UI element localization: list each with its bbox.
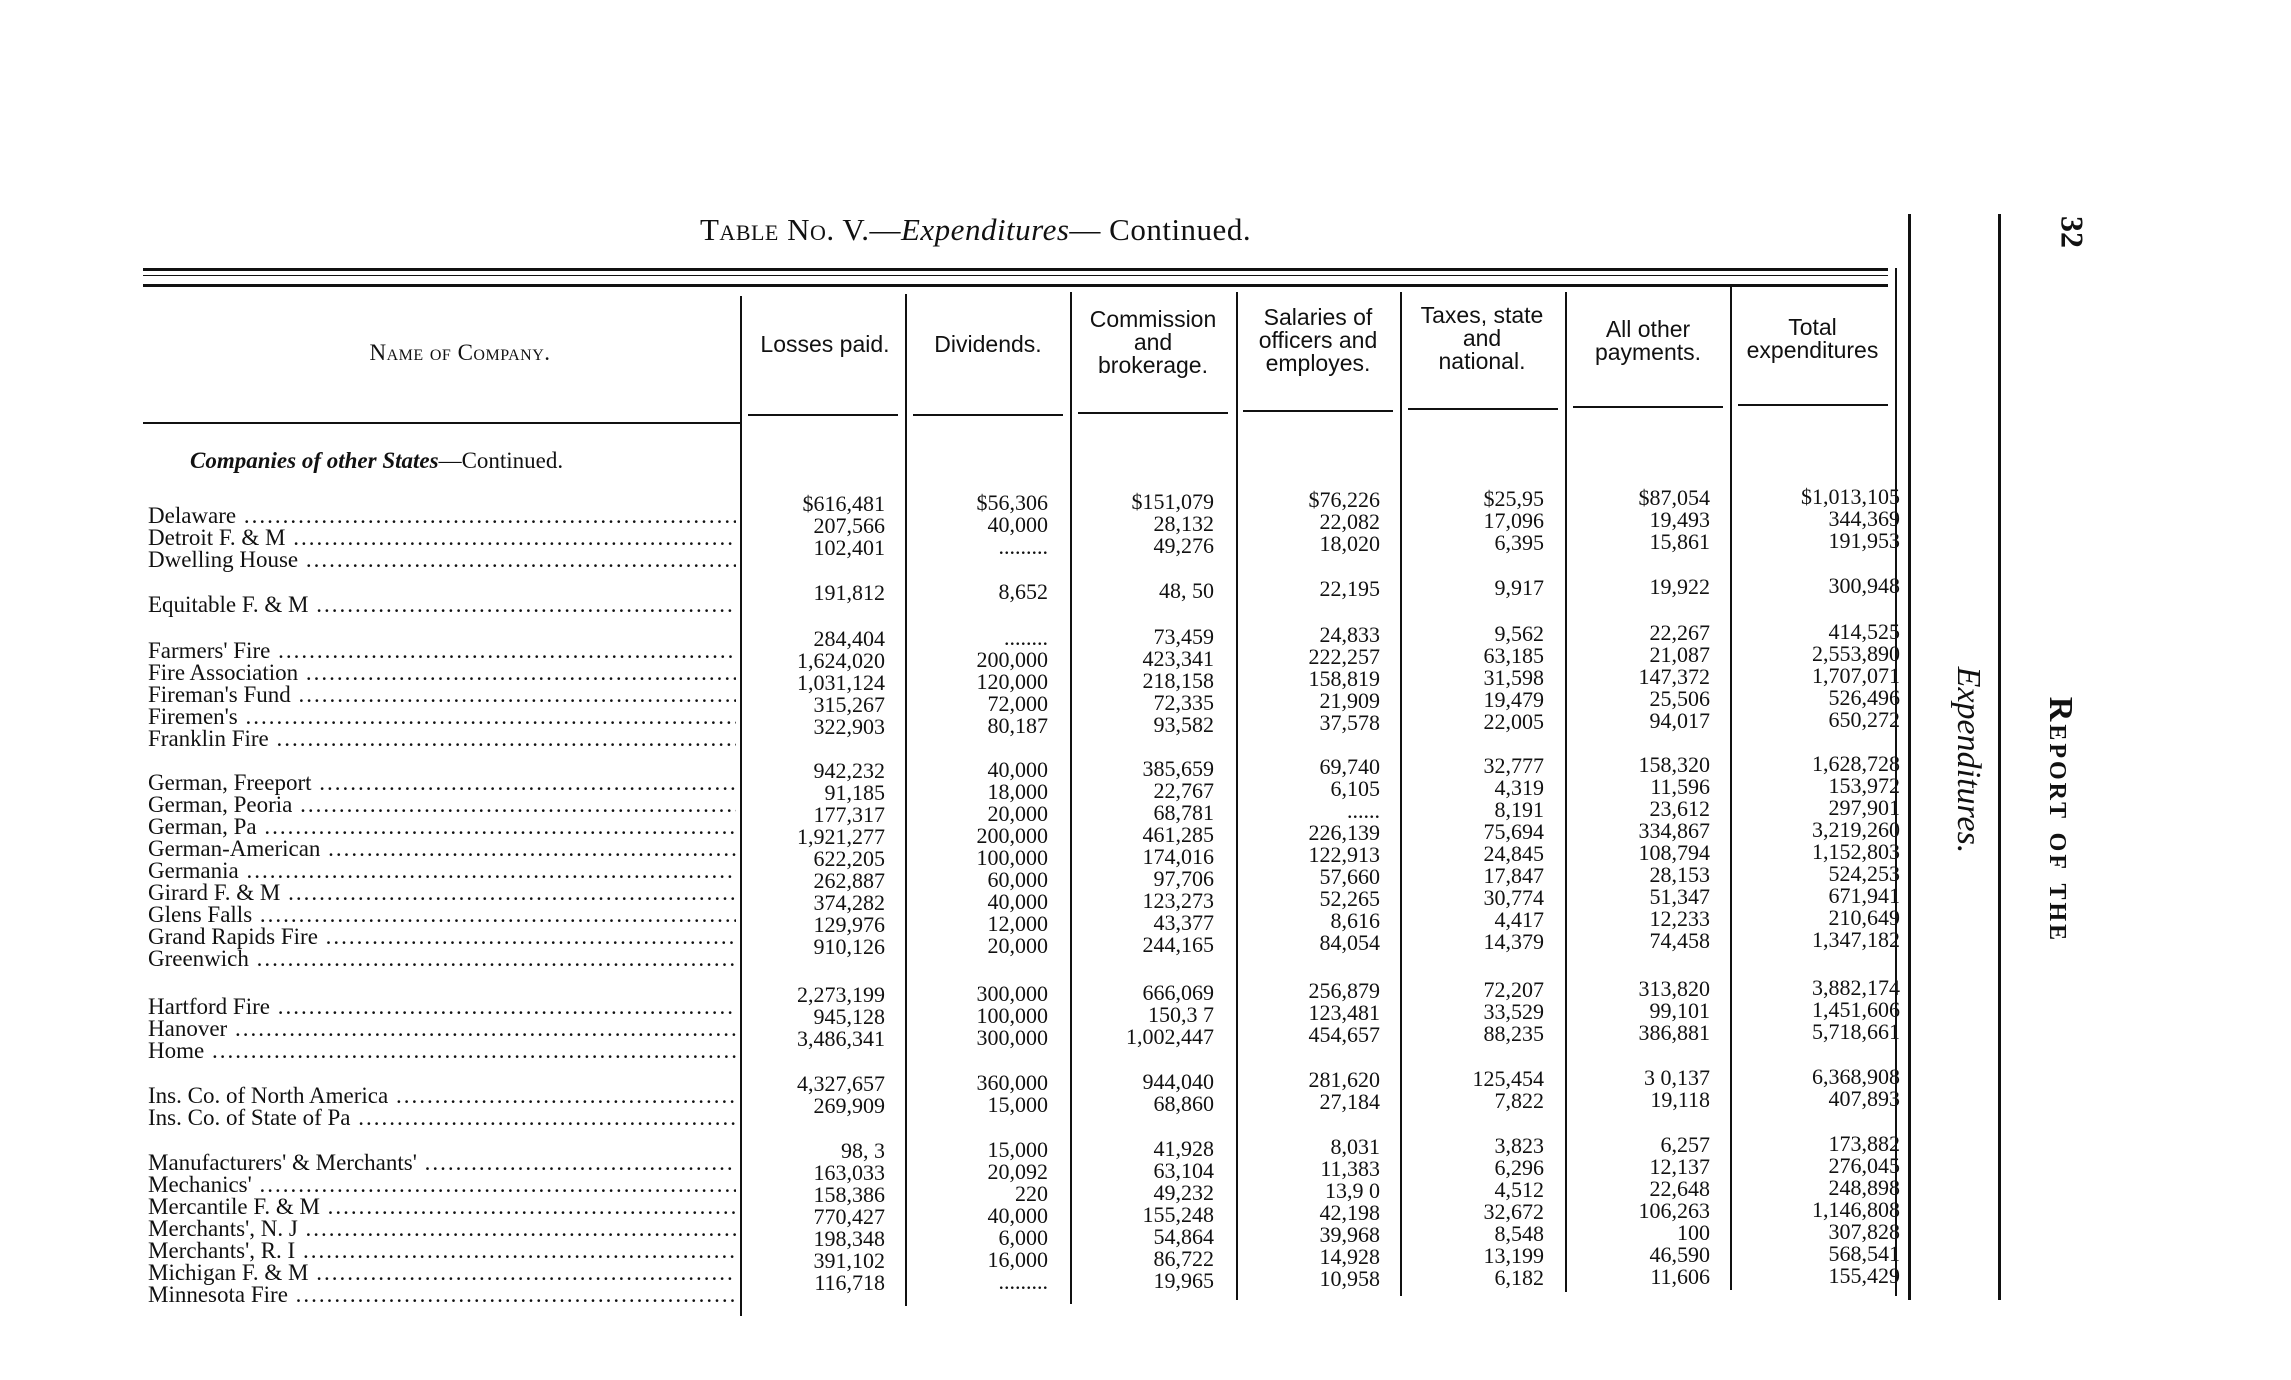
cell-total: 276,045 [1828, 1153, 1900, 1178]
section-heading-italic: Companies of other States [190, 448, 439, 473]
cell-taxes: 4,417 [1494, 907, 1544, 932]
cell-taxes: 8,548 [1494, 1221, 1544, 1246]
title-prefix: Table No. V.— [700, 212, 901, 247]
cell-dividends: ........ [1004, 625, 1048, 650]
cell-dividends: 20,000 [987, 801, 1048, 826]
cell-total: 153,972 [1828, 773, 1900, 798]
cell-losses: 4,327,657 [797, 1071, 885, 1096]
cell-other: 15,861 [1649, 529, 1710, 554]
cell-commission: 68,781 [1153, 800, 1214, 825]
cell-commission: 68,860 [1153, 1091, 1214, 1116]
cell-losses: 391,102 [813, 1248, 885, 1273]
cell-commission: 72,335 [1153, 690, 1214, 715]
cell-taxes: 17,847 [1483, 863, 1544, 888]
cell-other: 22,267 [1649, 620, 1710, 645]
cell-other: 25,506 [1649, 686, 1710, 711]
cell-dividends: 100,000 [976, 1003, 1048, 1028]
cell-dividends: 40,000 [987, 757, 1048, 782]
cell-total: 155,429 [1828, 1263, 1900, 1288]
cell-total: 5,718,661 [1812, 1019, 1900, 1044]
cell-other: 108,794 [1638, 840, 1710, 865]
cell-losses: 191,812 [813, 580, 885, 605]
header-salaries-line-2: officers and [1258, 327, 1378, 353]
cell-commission: 19,965 [1153, 1268, 1214, 1293]
cell-total: 526,496 [1828, 685, 1900, 710]
section-heading [190, 448, 563, 474]
cell-commission: 48, 50 [1159, 578, 1214, 603]
company-name: Merchants', R. I ..... [148, 1238, 736, 1264]
cell-taxes: 31,598 [1483, 665, 1544, 690]
cell-taxes: 13,199 [1483, 1243, 1544, 1268]
cell-taxes: 22,005 [1483, 709, 1544, 734]
header-salaries [1238, 306, 1398, 375]
cell-taxes: 33,529 [1483, 999, 1544, 1024]
cell-taxes: 7,822 [1494, 1088, 1544, 1113]
cell-other: 11,606 [1650, 1264, 1710, 1289]
cell-total: 210,649 [1828, 905, 1900, 930]
cell-commission: 63,104 [1153, 1158, 1214, 1183]
cell-salaries: 122,913 [1308, 842, 1380, 867]
cell-dividends: 8,652 [998, 579, 1048, 604]
cell-dividends: 40,000 [987, 512, 1048, 537]
cell-losses: 129,976 [813, 912, 885, 937]
cell-taxes: 17,096 [1483, 508, 1544, 533]
cell-salaries: 42,198 [1319, 1200, 1380, 1225]
cell-losses: 284,404 [813, 626, 885, 651]
cell-salaries: 27,184 [1319, 1089, 1380, 1114]
cell-commission: 73,459 [1153, 624, 1214, 649]
cell-dividends: 16,000 [987, 1247, 1048, 1272]
cell-taxes: 88,235 [1483, 1021, 1544, 1046]
cell-total: 524,253 [1828, 861, 1900, 886]
company-name: Hartford Fire ..... [148, 994, 736, 1020]
cell-other: 386,881 [1638, 1020, 1710, 1045]
cell-losses: 262,887 [813, 868, 885, 893]
cell-other: 11,596 [1650, 774, 1710, 799]
company-name: German-American ..... [148, 836, 736, 862]
company-name: Merchants', N. J ..... [148, 1216, 736, 1242]
company-name: Manufacturers' & Merchants' ..... [148, 1150, 736, 1176]
cell-salaries: 13,9 0 [1325, 1178, 1380, 1203]
cell-commission: 43,377 [1153, 910, 1214, 935]
cell-commission: 385,659 [1142, 756, 1214, 781]
cell-losses: 945,128 [813, 1004, 885, 1029]
cell-taxes: 9,917 [1494, 575, 1544, 600]
company-name: Grand Rapids Fire ..... [148, 924, 736, 950]
cell-losses: 622,205 [813, 846, 885, 871]
company-name: Minnesota Fire ..... [148, 1282, 736, 1308]
cell-salaries: 454,657 [1308, 1022, 1380, 1047]
cell-other: 94,017 [1649, 708, 1710, 733]
cell-dividends: 220 [1015, 1181, 1048, 1206]
cell-losses: 374,282 [813, 890, 885, 915]
header-rule-taxes [1408, 408, 1558, 410]
cell-taxes: 24,845 [1483, 841, 1544, 866]
cell-other: 19,118 [1650, 1087, 1710, 1112]
cell-total: $1,013,105 [1801, 484, 1900, 509]
cell-dividends: $56,306 [976, 490, 1048, 515]
cell-salaries: 8,616 [1330, 908, 1380, 933]
cell-total: 1,451,606 [1812, 997, 1900, 1022]
cell-losses: 1,921,277 [797, 824, 885, 849]
header-taxes [1402, 304, 1562, 373]
cell-salaries: 22,195 [1319, 576, 1380, 601]
cell-taxes: 4,512 [1494, 1177, 1544, 1202]
company-name: Girard F. & M ..... [148, 880, 736, 906]
cell-dividends: 60,000 [987, 867, 1048, 892]
cell-other: 74,458 [1649, 928, 1710, 953]
company-name: Firemen's ..... [148, 704, 736, 730]
cell-total: 1,146,808 [1812, 1197, 1900, 1222]
cell-salaries: 24,833 [1319, 622, 1380, 647]
header-total [1730, 316, 1895, 362]
header-commission-line-2: and [1133, 329, 1173, 355]
cell-other: 23,612 [1649, 796, 1710, 821]
cell-dividends: ......... [998, 1269, 1048, 1294]
header-salaries-line-3: employes. [1265, 350, 1371, 376]
cell-taxes: 8,191 [1494, 797, 1544, 822]
cell-other: 12,137 [1649, 1154, 1710, 1179]
cell-salaries: 8,031 [1330, 1134, 1380, 1159]
cell-salaries: 84,054 [1319, 930, 1380, 955]
cell-salaries: 57,660 [1319, 864, 1380, 889]
cell-losses: 3,486,341 [797, 1026, 885, 1051]
cell-other: 21,087 [1649, 642, 1710, 667]
cell-losses: $616,481 [802, 491, 885, 516]
company-name: German, Peoria ..... [148, 792, 736, 818]
cell-salaries: 158,819 [1308, 666, 1380, 691]
cell-commission: 93,582 [1153, 712, 1214, 737]
cell-dividends: 100,000 [976, 845, 1048, 870]
cell-salaries: 123,481 [1308, 1000, 1380, 1025]
cell-other: $87,054 [1638, 485, 1710, 510]
cell-losses: 91,185 [824, 780, 885, 805]
cell-other: 6,257 [1660, 1132, 1710, 1157]
header-all-other [1568, 318, 1728, 364]
cell-commission: 944,040 [1142, 1069, 1214, 1094]
cell-total: 300,948 [1828, 573, 1900, 598]
header-all-other-line-2: payments. [1594, 339, 1702, 365]
cell-other: 51,347 [1649, 884, 1710, 909]
cell-salaries: 6,105 [1330, 776, 1380, 801]
cell-total: 1,628,728 [1812, 751, 1900, 776]
cell-losses: 163,033 [813, 1160, 885, 1185]
cell-salaries: 18,020 [1319, 531, 1380, 556]
header-dividends: Dividends. [934, 331, 1042, 357]
cell-dividends: 200,000 [976, 823, 1048, 848]
cell-total: 1,707,071 [1812, 663, 1900, 688]
company-name: Mechanics' ..... [148, 1172, 736, 1198]
cell-other: 158,320 [1638, 752, 1710, 777]
cell-dividends: 40,000 [987, 1203, 1048, 1228]
cell-other: 12,233 [1649, 906, 1710, 931]
cell-dividends: 300,000 [976, 981, 1048, 1006]
cell-commission: 666,069 [1142, 980, 1214, 1005]
cell-commission: 1,002,447 [1126, 1024, 1214, 1049]
cell-total: 3,219,260 [1812, 817, 1900, 842]
company-name: Mercantile F. & M ..... [148, 1194, 736, 1220]
cell-losses: 158,386 [813, 1182, 885, 1207]
cell-losses: 116,718 [814, 1270, 885, 1295]
header-rule-commission [1078, 412, 1228, 414]
cell-taxes: 6,296 [1494, 1155, 1544, 1180]
cell-commission: 49,276 [1153, 533, 1214, 558]
cell-commission: 49,232 [1153, 1180, 1214, 1205]
section-heading-rest: —Continued. [438, 448, 564, 473]
cell-dividends: ......... [998, 534, 1048, 559]
cell-dividends: 6,000 [998, 1225, 1048, 1250]
title-suffix: — Continued. [1069, 212, 1252, 247]
cell-losses: 770,427 [813, 1204, 885, 1229]
cell-salaries: 14,928 [1319, 1244, 1380, 1269]
company-name: Farmers' Fire ..... [148, 638, 736, 664]
cell-losses: 942,232 [813, 758, 885, 783]
cell-commission: 174,016 [1142, 844, 1214, 869]
header-total-line-2: expenditures [1746, 337, 1879, 363]
title-italic: Expenditures [900, 212, 1070, 247]
cell-total: 344,369 [1828, 506, 1900, 531]
header-taxes-line-1: Taxes, state [1420, 302, 1544, 328]
cell-losses: 269,909 [813, 1093, 885, 1118]
cell-dividends: 360,000 [976, 1070, 1048, 1095]
header-commission [1073, 308, 1233, 377]
cell-losses: 1,624,020 [797, 648, 885, 673]
cell-dividends: 200,000 [976, 647, 1048, 672]
cell-commission: 28,132 [1153, 511, 1214, 536]
cell-taxes: 4,319 [1494, 775, 1544, 800]
cell-taxes: 72,207 [1483, 977, 1544, 1002]
company-name: German, Freeport ..... [148, 770, 736, 796]
side-running-head: Report of the [2042, 696, 2079, 944]
cell-salaries: 222,257 [1308, 644, 1380, 669]
cell-other: 313,820 [1638, 976, 1710, 1001]
cell-total: 407,893 [1828, 1086, 1900, 1111]
cell-total: 671,941 [1828, 883, 1900, 908]
header-rule-total [1738, 404, 1888, 406]
cell-other: 19,493 [1649, 507, 1710, 532]
company-name: Ins. Co. of North America ..... [148, 1083, 736, 1109]
cell-other: 19,922 [1649, 574, 1710, 599]
cell-commission: 123,273 [1142, 888, 1214, 913]
cell-commission: 218,158 [1142, 668, 1214, 693]
cell-salaries: 39,968 [1319, 1222, 1380, 1247]
cell-dividends: 40,000 [987, 889, 1048, 914]
cell-dividends: 18,000 [987, 779, 1048, 804]
cell-salaries: $76,226 [1308, 487, 1380, 512]
cell-taxes: 75,694 [1483, 819, 1544, 844]
cell-commission: 461,285 [1142, 822, 1214, 847]
cell-losses: 207,566 [813, 513, 885, 538]
cell-salaries: 52,265 [1319, 886, 1380, 911]
cell-taxes: $25,95 [1483, 486, 1544, 511]
cell-salaries: 256,879 [1308, 978, 1380, 1003]
cell-other: 106,263 [1638, 1198, 1710, 1223]
cell-total: 414,525 [1828, 619, 1900, 644]
cell-total: 650,272 [1828, 707, 1900, 732]
company-name: Franklin Fire ..... [148, 726, 736, 752]
cell-total: 568,541 [1828, 1241, 1900, 1266]
header-rule-other [1573, 406, 1723, 408]
cell-total: 173,882 [1828, 1131, 1900, 1156]
cell-taxes: 6,182 [1494, 1265, 1544, 1290]
cell-commission: 423,341 [1142, 646, 1214, 671]
cell-commission: 155,248 [1142, 1202, 1214, 1227]
header-name-of-company: Name of Company. [369, 340, 551, 365]
cell-dividends: 15,000 [987, 1137, 1048, 1162]
header-taxes-line-3: national. [1438, 348, 1526, 374]
company-name: Detroit F. & M ..... [148, 525, 736, 551]
company-name: Home ..... [148, 1038, 736, 1064]
cell-taxes: 14,379 [1483, 929, 1544, 954]
header-total-line-1: Total [1788, 314, 1837, 340]
margin-rule-inner [1908, 214, 1911, 1300]
cell-other: 99,101 [1649, 998, 1710, 1023]
cell-salaries: ...... [1347, 798, 1380, 823]
cell-salaries: 69,740 [1319, 754, 1380, 779]
cell-losses: 177,317 [813, 802, 885, 827]
cell-dividends: 20,092 [987, 1159, 1048, 1184]
cell-commission: 54,864 [1153, 1224, 1214, 1249]
cell-total: 1,152,803 [1812, 839, 1900, 864]
cell-commission: 150,3 7 [1148, 1002, 1214, 1027]
cell-losses: 910,126 [813, 934, 885, 959]
cell-total: 307,828 [1828, 1219, 1900, 1244]
cell-taxes: 19,479 [1483, 687, 1544, 712]
cell-salaries: 21,909 [1319, 688, 1380, 713]
cell-taxes: 3,823 [1494, 1133, 1544, 1158]
cell-salaries: 10,958 [1319, 1266, 1380, 1291]
cell-losses: 198,348 [813, 1226, 885, 1251]
cell-losses: 102,401 [813, 535, 885, 560]
cell-dividends: 120,000 [976, 669, 1048, 694]
cell-taxes: 6,395 [1494, 530, 1544, 555]
header-losses-paid: Losses paid. [760, 331, 890, 357]
table-title [700, 212, 1251, 248]
cell-taxes: 30,774 [1483, 885, 1544, 910]
cell-total: 1,347,182 [1812, 927, 1900, 952]
cell-dividends: 12,000 [987, 911, 1048, 936]
header-rule-salaries [1243, 410, 1393, 412]
cell-total: 6,368,908 [1812, 1064, 1900, 1089]
cell-commission: 41,928 [1153, 1136, 1214, 1161]
header-rule-name [143, 422, 740, 424]
cell-commission: 86,722 [1153, 1246, 1214, 1271]
cell-dividends: 300,000 [976, 1025, 1048, 1050]
cell-losses: 1,031,124 [797, 670, 885, 695]
cell-other: 334,867 [1638, 818, 1710, 843]
cell-salaries: 226,139 [1308, 820, 1380, 845]
company-name: German, Pa ..... [148, 814, 736, 840]
cell-losses: 322,903 [813, 714, 885, 739]
cell-commission: $151,079 [1131, 489, 1214, 514]
header-rule-dividends [913, 414, 1063, 416]
company-name: Fireman's Fund ..... [148, 682, 736, 708]
cell-commission: 97,706 [1153, 866, 1214, 891]
margin-rule-outer [1998, 214, 2001, 1300]
header-all-other-line-1: All other [1605, 316, 1691, 342]
cell-commission: 244,165 [1142, 932, 1214, 957]
company-name: Dwelling House ..... [148, 547, 736, 573]
cell-other: 22,648 [1649, 1176, 1710, 1201]
company-name: Ins. Co. of State of Pa ..... [148, 1105, 736, 1131]
cell-salaries: 281,620 [1308, 1067, 1380, 1092]
cell-losses: 2,273,199 [797, 982, 885, 1007]
cell-other: 46,590 [1649, 1242, 1710, 1267]
cell-dividends: 20,000 [987, 933, 1048, 958]
header-rule-losses [748, 414, 898, 416]
cell-taxes: 125,454 [1472, 1066, 1544, 1091]
cell-other: 28,153 [1649, 862, 1710, 887]
cell-salaries: 37,578 [1319, 710, 1380, 735]
table-row [0, 573, 2291, 618]
cell-taxes: 32,672 [1483, 1199, 1544, 1224]
cell-total: 297,901 [1828, 795, 1900, 820]
top-rule [143, 268, 1888, 276]
company-name: Michigan F. & M ..... [148, 1260, 736, 1286]
header-salaries-line-1: Salaries of [1263, 304, 1373, 330]
cell-total: 3,882,174 [1812, 975, 1900, 1000]
header-commission-line-1: Commission [1089, 306, 1217, 332]
header-commission-line-3: brokerage. [1098, 352, 1208, 378]
cell-total: 2,553,890 [1812, 641, 1900, 666]
cell-salaries: 22,082 [1319, 509, 1380, 534]
cell-taxes: 9,562 [1494, 621, 1544, 646]
cell-dividends: 80,187 [987, 713, 1048, 738]
cell-taxes: 63,185 [1483, 643, 1544, 668]
cell-commission: 22,767 [1153, 778, 1214, 803]
cell-other: 3 0,137 [1644, 1065, 1710, 1090]
header-taxes-line-2: and [1462, 325, 1502, 351]
company-name: Fire Association ..... [148, 660, 736, 686]
cell-dividends: 72,000 [987, 691, 1048, 716]
company-name: Delaware ..... [148, 503, 736, 529]
cell-taxes: 32,777 [1483, 753, 1544, 778]
cell-total: 248,898 [1828, 1175, 1900, 1200]
company-name: Equitable F. & M ..... [148, 592, 736, 618]
company-name: Hanover ..... [148, 1016, 736, 1042]
company-name: Glens Falls ..... [148, 902, 736, 928]
side-section-title: Expenditures. [1950, 666, 1987, 854]
cell-other: 100 [1677, 1220, 1710, 1245]
company-name: Greenwich ..... [148, 946, 736, 972]
cell-losses: 315,267 [813, 692, 885, 717]
top-rule-second [143, 284, 1888, 287]
cell-other: 147,372 [1638, 664, 1710, 689]
cell-losses: 98, 3 [841, 1138, 885, 1163]
cell-total: 191,953 [1828, 528, 1900, 553]
cell-salaries: 11,383 [1320, 1156, 1380, 1181]
page-number: 32 [2054, 216, 2091, 248]
company-name: Germania ..... [148, 858, 736, 884]
cell-dividends: 15,000 [987, 1092, 1048, 1117]
